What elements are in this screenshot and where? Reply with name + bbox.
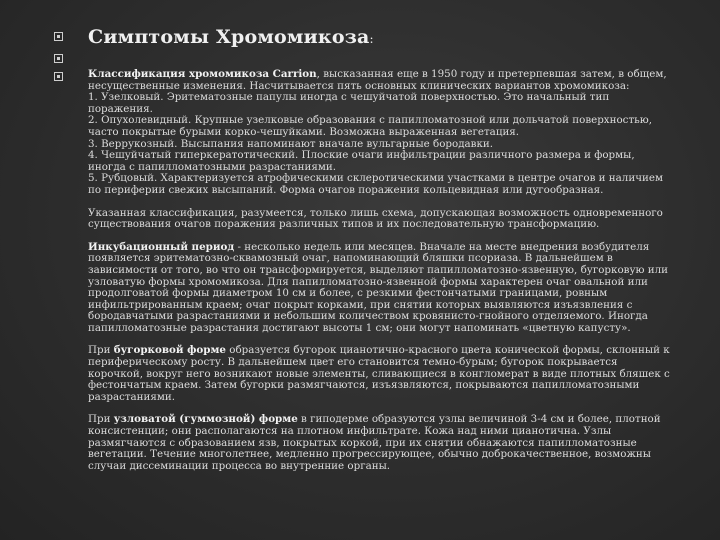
classification-item: 5. Рубцовый. Характеризуется атрофическими склеротическими участками в центре очагов и наличием по периферии свежих высыпаний. Форма очагов поражения кольцевидная или дугообразная. <box>88 172 663 196</box>
tubercular-bold: бугорковой форме <box>113 344 226 357</box>
title-text: Симптомы Хромомикоза <box>88 26 370 48</box>
title-colon: : <box>369 32 374 46</box>
bullet-square-icon <box>54 32 63 41</box>
incubation-text: - несколько недель или месяцев. Вначале на месте внедрения возбудителя появляется эритематозно-сквамозный очаг, напоминающий бляшки псориаза. В дальнейшем в зависимости от того, во что он трансформируется, выделяют папилломатозно-язвенную, бугорковую или узловатую формы хромомикоза. Для папилломатозно-язвенной формы характерен очаг овальной или продолговатой формы диаметром 10 см и более, с резкими фестончатыми границами, ровным инфильтрированным краем; очаг покрыт корками, при снятии которых выявляются изъязвления с бородавчатыми разрастаниями и небольшим количеством кровянисто-гнойного отделяемого. Иногда папилломатозные разрастания достигают высоты 1 см; они могут напоминать «цветную капусту». <box>88 240 669 334</box>
classification-lead <box>88 68 667 92</box>
nodular-pre: При <box>88 413 114 426</box>
tubercular-text: образуется бугорок цианотично-красного цвета конической формы, склонный к периферическому росту. В дальнейшем цвет его становится темно-бурым; бугорок покрывается корочкой, вокруг него возникают новые элементы, сливающиеся в конгломерат в виде плотных бляшек с фестончатым краем. Затем бугорки размягчаются, изъязвляются, покрываются папилломатозными разрастаниями. <box>88 344 670 403</box>
nodular-paragraph <box>88 414 670 472</box>
tubercular-paragraph <box>88 345 670 403</box>
classification-item: 3. Веррукозный. Высыпания напоминают вначале вульгарные бородавки. <box>88 137 494 150</box>
classification-note: Указанная классификация, разумеется, только лишь схема, допускающая возможность одновременного существования очагов поражения различных типов и их последовательную трансформацию. <box>88 206 663 231</box>
classification-paragraph <box>88 69 670 197</box>
tubercular-pre: При <box>88 344 114 357</box>
classification-lead-bold: Классификация хромомикоза Carrion <box>88 68 317 80</box>
classification-item: 4. Чешуйчатый гиперкератотический. Плоские очаги инфильтрации различного размера и формы, иногда с папилломатозными разрастаниями. <box>88 149 635 173</box>
slide-title <box>88 26 374 48</box>
slide-content <box>88 69 670 483</box>
incubation-bold: Инкубационный период <box>88 240 235 253</box>
classification-item: 1. Узелковый. Эритематозные папулы иногда с чешуйчатой поверхностью. Это начальный тип поражения. <box>88 91 610 115</box>
bullet-square-icon <box>54 54 63 63</box>
bullet-square-icon <box>54 72 63 81</box>
classification-item: 2. Опухолевидный. Крупные узелковые образования с папилломатозной или дольчатой поверхностью, часто покрытые бурыми корко-чешуйками. Возможна выраженная вегетация. <box>88 114 652 138</box>
incubation-paragraph <box>88 242 670 335</box>
nodular-text: в гиподерме образуются узлы величиной 3-4 см и более, плотной консистенции; они располагаются на плотном инфильтрате. Кожа над ними цианотична. Узлы размягчаются с образованием язв, покрытых коркой, при их снятии обнажаются папилломатозные вегетации. Течение многолетнее, медленно прогрессирующее, обычно доброкачественное, возможны случаи диссеминации процесса во внутренние органы. <box>88 413 661 472</box>
nodular-bold: узловатой (гуммозной) форме <box>113 413 298 426</box>
classification-lead-rest: , высказанная еще в 1950 году и претерпевшая затем, в общем, несущественные изменения. Насчитывается пять основных клинических вариантов хромомикоза: <box>88 68 667 92</box>
